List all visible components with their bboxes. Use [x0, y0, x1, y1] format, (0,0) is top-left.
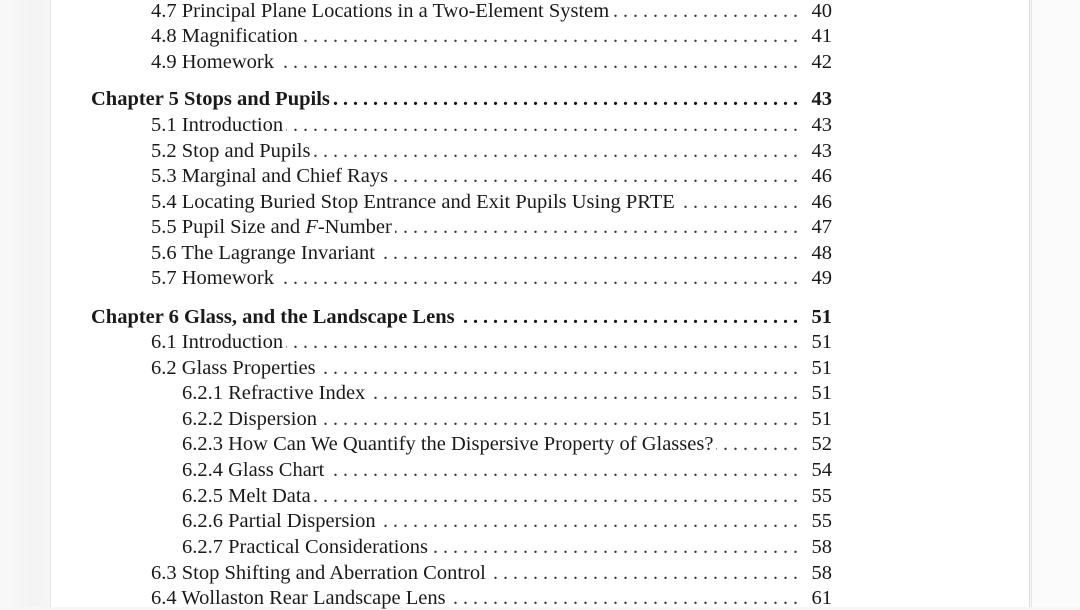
subsection-number: 6.2.7: [182, 536, 223, 558]
subsection-number: 6.2.1: [182, 382, 223, 404]
dot-leader: [379, 509, 798, 533]
page-number: 58: [811, 562, 832, 584]
page-number: 49: [811, 267, 832, 289]
subsection-number: 6.2.2: [182, 408, 223, 430]
dot-leader: [368, 381, 798, 405]
page-number: 40: [811, 0, 832, 22]
toc-entry-6-2-3[interactable]: [182, 432, 832, 456]
page-number: 51: [811, 382, 832, 404]
section-number: 6.2: [151, 357, 177, 379]
page-number: 58: [811, 536, 832, 558]
toc-entry-6-1[interactable]: [151, 330, 832, 354]
dot-leader: [489, 561, 798, 585]
dot-leader: [716, 432, 798, 456]
section-title: Marginal and Chief Rays: [181, 165, 389, 187]
page-number: 43: [811, 140, 832, 162]
dot-leader: [612, 0, 798, 23]
page-number: 51: [811, 331, 832, 353]
section-title: Stop Shifting and Aberration Control: [181, 562, 486, 584]
subsection-title: How Can We Quantify the Dispersive Property of Glasses?: [228, 433, 714, 455]
dot-leader: [395, 215, 798, 239]
section-number: 5.4: [151, 191, 177, 213]
subsection-number: 6.2.6: [182, 510, 223, 532]
toc-entry-6-2-5[interactable]: [182, 484, 832, 508]
dot-leader: [678, 190, 798, 214]
subsection-title: Glass Chart: [228, 459, 325, 481]
page-number: 42: [811, 51, 832, 73]
toc-entry-5-2[interactable]: [151, 139, 832, 163]
chapter-number: Chapter 5: [91, 88, 179, 110]
dot-leader: [320, 407, 798, 431]
toc-entry-6-2-1[interactable]: [182, 381, 832, 405]
section-number: 5.7: [151, 267, 177, 289]
subsection-number: 6.2.3: [182, 433, 223, 455]
section-number: 4.7: [151, 0, 177, 22]
viewer-background-left: [0, 0, 50, 607]
subsection-title: Practical Considerations: [228, 536, 428, 558]
page-number: 51: [811, 306, 832, 328]
dot-leader: [277, 266, 798, 290]
section-title: Homework: [181, 267, 274, 289]
section-title-prefix: Pupil Size and: [181, 216, 306, 238]
section-number: 5.6: [151, 242, 177, 264]
subsection-title: Melt Data: [228, 485, 311, 507]
page-number: 52: [811, 433, 832, 455]
section-title: Glass Properties: [181, 357, 316, 379]
dot-leader: [313, 139, 798, 163]
section-number: 4.8: [151, 25, 177, 47]
viewer-background-right: [1031, 0, 1080, 607]
section-number: 5.3: [151, 165, 177, 187]
section-number: 5.5: [151, 216, 177, 238]
section-number: 6.4: [151, 587, 177, 609]
page-number: 51: [811, 408, 832, 430]
toc-entry-5-6[interactable]: [151, 241, 832, 265]
section-title: Homework: [181, 51, 274, 73]
toc-entry-6-4[interactable]: [151, 586, 832, 610]
toc-entry-chapter-6[interactable]: [91, 305, 832, 329]
dot-leader: [286, 330, 798, 354]
toc-entry-4-7[interactable]: [151, 0, 832, 23]
subsection-number: 6.2.4: [182, 459, 223, 481]
toc-entry-6-2[interactable]: [151, 356, 832, 380]
dot-leader: [458, 305, 798, 329]
toc-entry-6-3[interactable]: [151, 561, 832, 585]
subsection-title: Refractive Index: [228, 382, 366, 404]
section-title: Principal Plane Locations in a Two-Element System: [181, 0, 610, 22]
dot-leader: [333, 87, 798, 111]
page-number: 54: [811, 459, 832, 481]
page-number: 47: [811, 216, 832, 238]
page-number: 51: [811, 357, 832, 379]
toc-entry-6-2-2[interactable]: [182, 407, 832, 431]
page-number: 43: [811, 114, 832, 136]
section-number: 5.2: [151, 140, 177, 162]
section-title: The Lagrange Invariant: [181, 242, 375, 264]
section-title: Introduction: [181, 331, 284, 353]
toc-entry-5-5[interactable]: [151, 215, 832, 239]
section-number: 6.3: [151, 562, 177, 584]
toc-entry-4-9[interactable]: [151, 50, 832, 74]
page-number: 46: [811, 191, 832, 213]
page-number: 46: [811, 165, 832, 187]
toc-entry-5-3[interactable]: [151, 164, 832, 188]
chapter-title: Stops and Pupils: [184, 88, 330, 110]
section-title: Wollaston Rear Landscape Lens: [181, 587, 446, 609]
page-number: 43: [811, 88, 832, 110]
dot-leader: [391, 164, 798, 188]
dot-leader: [301, 24, 798, 48]
toc-entry-5-4[interactable]: [151, 190, 832, 214]
section-title: Introduction: [181, 114, 284, 136]
page-number: 61: [811, 587, 832, 609]
section-title-italic: F: [305, 216, 318, 238]
dot-leader: [327, 458, 798, 482]
dot-leader: [314, 484, 798, 508]
section-number: 6.1: [151, 331, 177, 353]
toc-entry-5-7[interactable]: [151, 266, 832, 290]
page-number: 55: [811, 485, 832, 507]
section-title: Locating Buried Stop Entrance and Exit Pupils Using PRTE: [181, 191, 675, 213]
section-title: Stop and Pupils: [181, 140, 311, 162]
dot-leader: [378, 241, 798, 265]
toc-entry-6-2-7[interactable]: [182, 535, 832, 559]
toc-entry-4-8[interactable]: [151, 24, 832, 48]
dot-leader: [319, 356, 798, 380]
toc-entry-5-1[interactable]: [151, 113, 832, 137]
page-number: 48: [811, 242, 832, 264]
dot-leader: [277, 50, 798, 74]
toc-entry-6-2-4[interactable]: [182, 458, 832, 482]
toc-entry-6-2-6[interactable]: [182, 509, 832, 533]
section-title: Magnification: [181, 25, 298, 47]
dot-leader: [431, 535, 798, 559]
page-number: 41: [811, 25, 832, 47]
section-number: 5.1: [151, 114, 177, 136]
dot-leader: [449, 586, 798, 610]
chapter-number: Chapter 6: [91, 306, 179, 328]
subsection-title: Dispersion: [228, 408, 317, 430]
subsection-number: 6.2.5: [182, 485, 223, 507]
dot-leader: [286, 113, 798, 137]
chapter-title: Glass, and the Landscape Lens: [184, 306, 455, 328]
section-number: 4.9: [151, 51, 177, 73]
section-title-suffix: -Number: [317, 216, 392, 238]
document-page: [50, 0, 1030, 607]
page-number: 55: [811, 510, 832, 532]
subsection-title: Partial Dispersion: [228, 510, 376, 532]
toc-entry-chapter-5[interactable]: [91, 87, 832, 111]
